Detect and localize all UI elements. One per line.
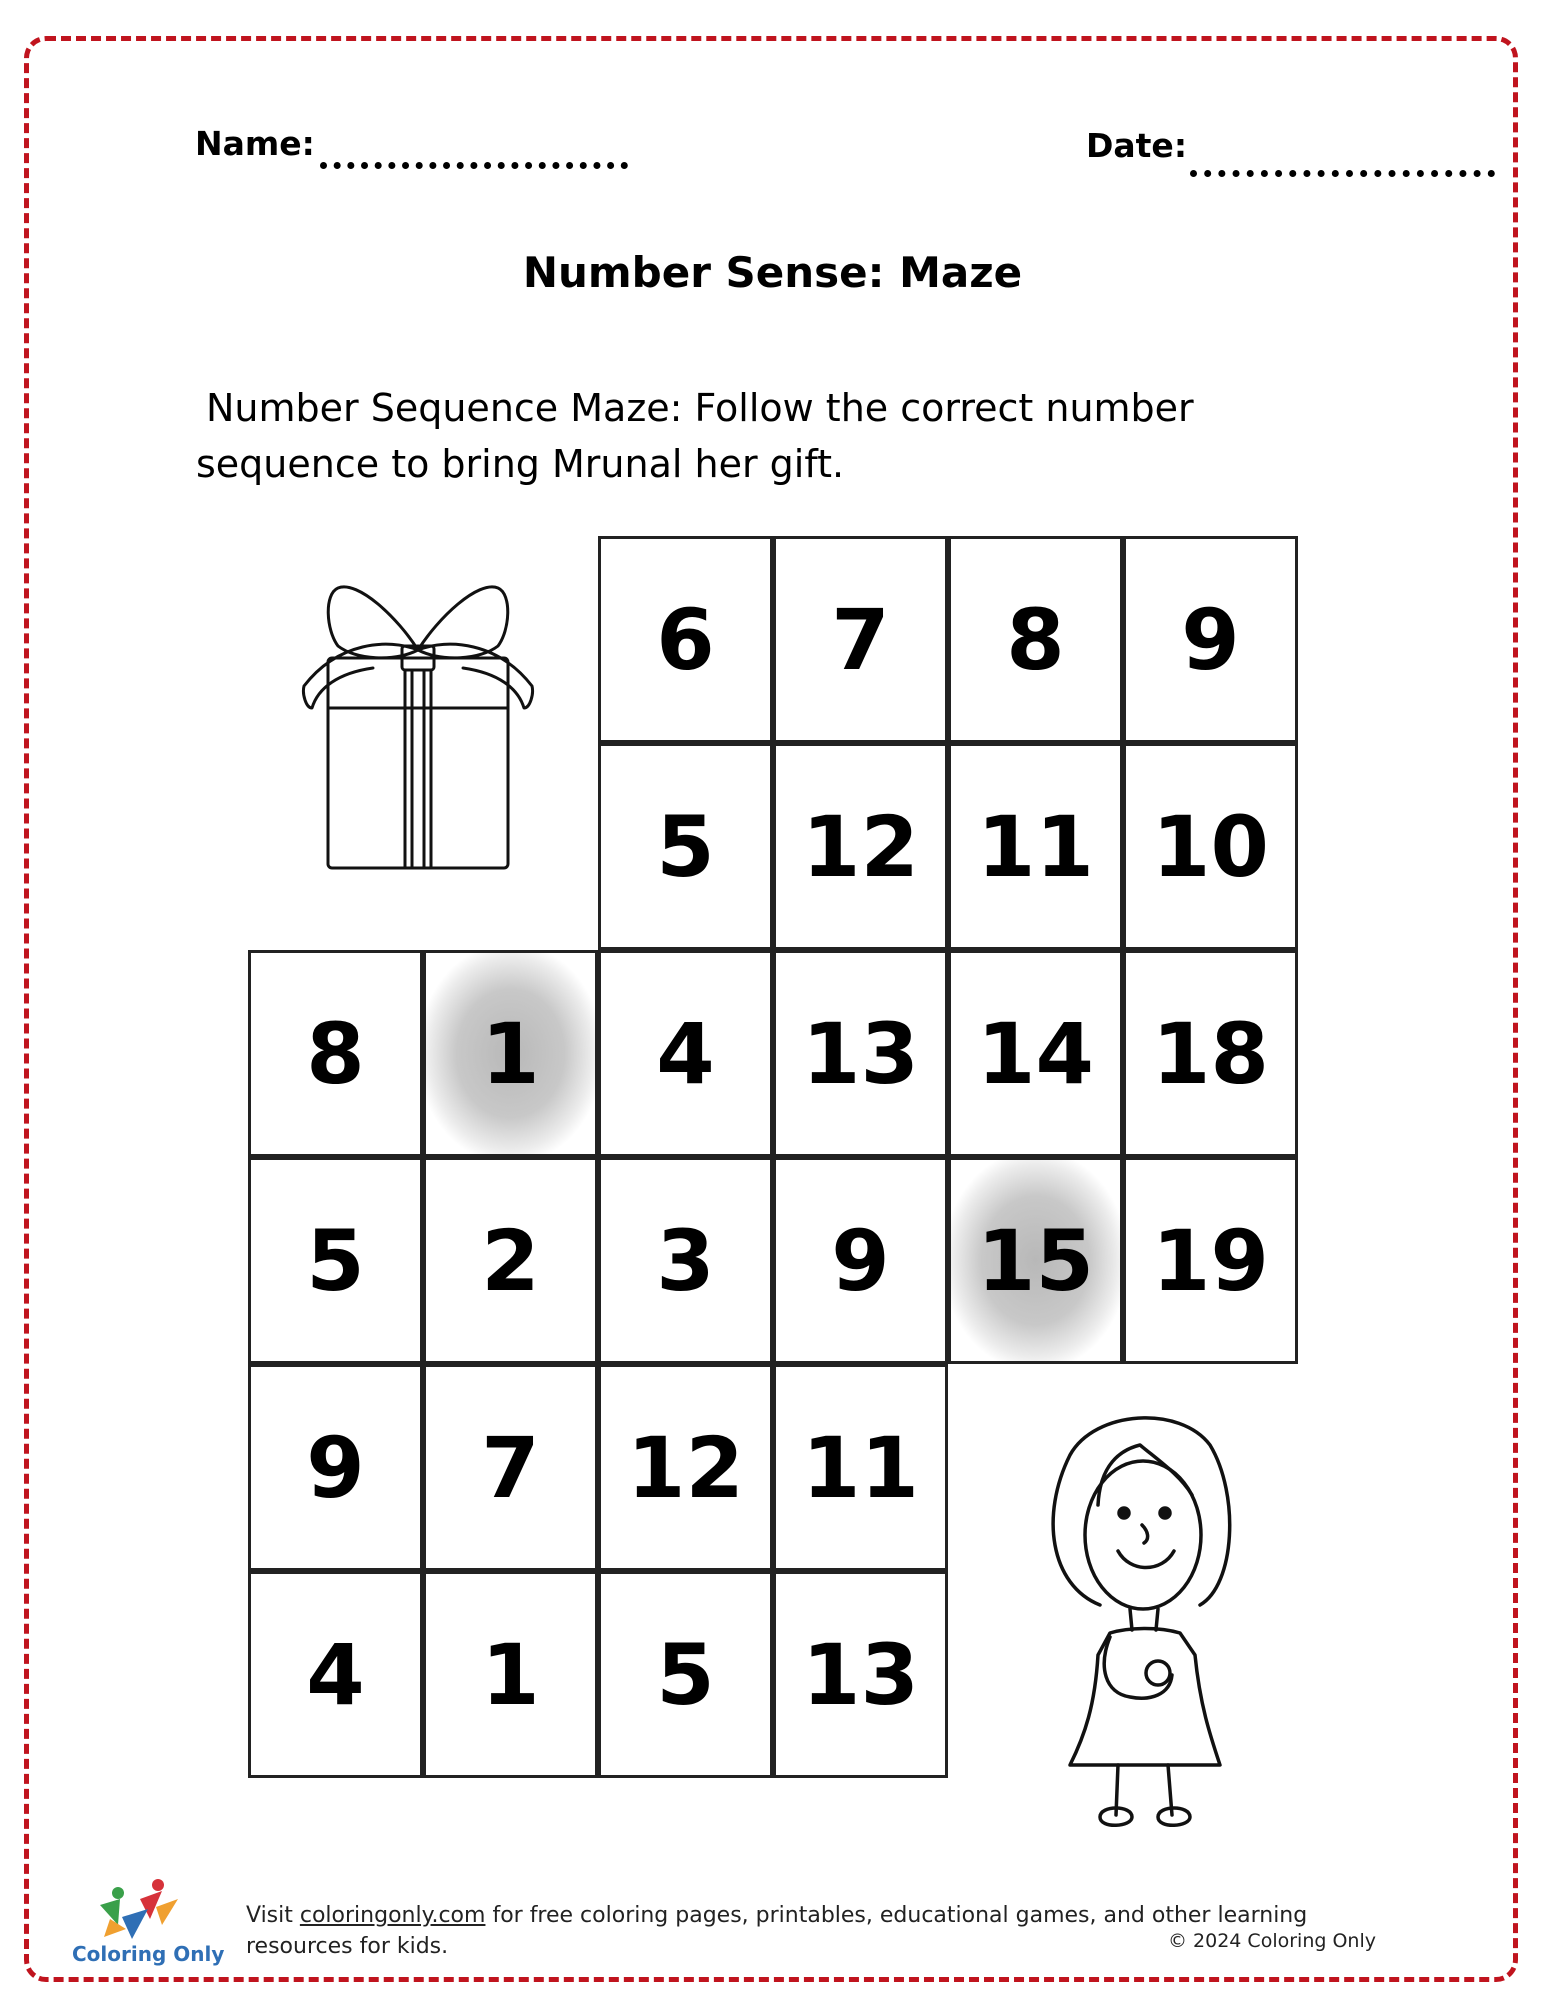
maze-cell[interactable]: 6	[598, 536, 773, 743]
name-field-line[interactable]	[320, 162, 628, 169]
date-label: Date:	[1086, 126, 1188, 165]
coloring-only-logo	[70, 1875, 215, 1945]
instructions-text: Number Sequence Maze: Follow the correct number sequence to bring Mrunal her gift.	[196, 386, 1194, 486]
maze-cell[interactable]: 19	[1123, 1157, 1298, 1364]
maze-cell[interactable]: 15	[948, 1157, 1123, 1364]
maze-cell[interactable]: 5	[598, 743, 773, 950]
maze-cell[interactable]: 18	[1123, 950, 1298, 1157]
maze-cell[interactable]: 13	[773, 950, 948, 1157]
footer-suffix: for free coloring pages, printables, educational games, and other learning resources for kids.	[246, 1903, 1308, 1959]
maze-cell[interactable]: 9	[1123, 536, 1298, 743]
maze-cell[interactable]: 3	[598, 1157, 773, 1364]
page-title: Number Sense: Maze	[522, 248, 1023, 297]
gift-icon	[298, 578, 538, 878]
maze-cell[interactable]: 2	[423, 1157, 598, 1364]
maze-cell[interactable]: 8	[948, 536, 1123, 743]
maze-cell[interactable]: 13	[773, 1571, 948, 1778]
maze-cell[interactable]: 12	[598, 1364, 773, 1571]
footer-link[interactable]: coloringonly.com	[299, 1903, 486, 1928]
logo-text: Coloring Only	[72, 1942, 225, 1966]
maze-cell[interactable]: 9	[773, 1157, 948, 1364]
maze-cell[interactable]: 5	[598, 1571, 773, 1778]
copyright-text: © 2024 Coloring Only	[1168, 1930, 1376, 1952]
maze-cell[interactable]: 11	[948, 743, 1123, 950]
maze-cell[interactable]: 10	[1123, 743, 1298, 950]
girl-icon	[1040, 1405, 1240, 1845]
maze-cell[interactable]: 4	[248, 1571, 423, 1778]
maze-cell[interactable]: 9	[248, 1364, 423, 1571]
footer-prefix: Visit	[246, 1903, 300, 1928]
maze-cell[interactable]: 4	[598, 950, 773, 1157]
maze-cell[interactable]: 1	[423, 950, 598, 1157]
maze-cell[interactable]: 1	[423, 1571, 598, 1778]
maze-cell[interactable]: 14	[948, 950, 1123, 1157]
maze-cell[interactable]: 7	[773, 536, 948, 743]
maze-cell[interactable]: 12	[773, 743, 948, 950]
maze-cell[interactable]: 11	[773, 1364, 948, 1571]
maze-cell[interactable]: 5	[248, 1157, 423, 1364]
maze-cell[interactable]: 7	[423, 1364, 598, 1571]
date-field-line[interactable]	[1190, 170, 1495, 177]
maze-cell[interactable]: 8	[248, 950, 423, 1157]
name-label: Name:	[195, 124, 315, 163]
